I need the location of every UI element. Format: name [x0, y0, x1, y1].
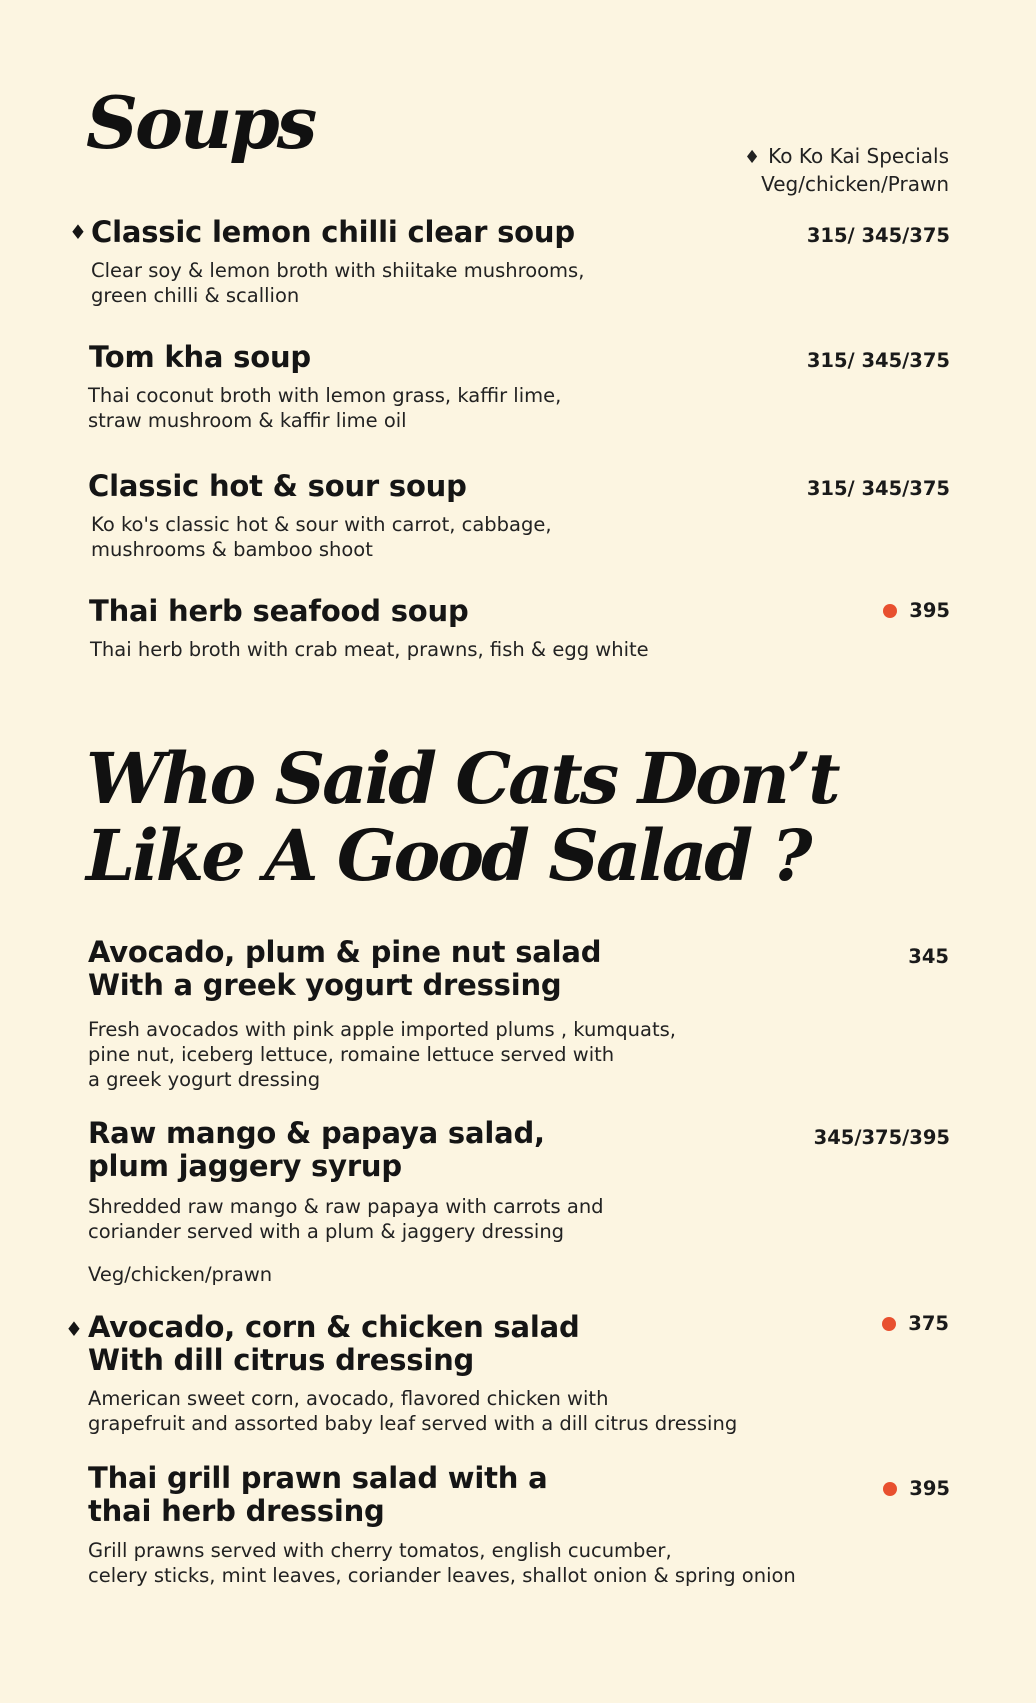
menu-item-name: Tom kha soup	[89, 340, 311, 374]
menu-item-price-value: 395	[909, 599, 950, 622]
legend-specials-label: Ko Ko Kai Specials	[768, 144, 949, 168]
salads-heading	[86, 737, 838, 897]
special-diamond-icon: ♦	[69, 220, 87, 244]
menu-item-name: Classic hot & sour soup	[88, 469, 467, 503]
spicy-dot-icon	[883, 1482, 897, 1496]
spicy-dot-icon	[882, 1317, 896, 1331]
menu-item-description: Grill prawns served with cherry tomatos, english cucumber, celery sticks, mint leaves, coriander leaves, shallot onion & spring onion	[88, 1539, 796, 1587]
menu-item-name-line-1: Raw mango & papaya salad,	[88, 1116, 545, 1150]
menu-item-note: Veg/chicken/prawn	[88, 1263, 273, 1286]
menu-item-price: 315/ 345/375	[806, 477, 950, 500]
soups-heading: Soups	[86, 80, 315, 165]
menu-item-name: Thai herb seafood soup	[89, 594, 469, 628]
salads-heading-line-2: Like A Good Salad ?	[86, 814, 810, 897]
menu-item-price	[883, 599, 950, 623]
menu-item-description: Fresh avocados with pink apple imported plums , kumquats, pine nut, iceberg lettuce, romaine lettuce served with a greek yogurt dressing	[88, 1018, 676, 1091]
menu-item-name-line-1: Avocado, plum & pine nut salad	[88, 935, 602, 969]
menu-item-price: 315/ 345/375	[806, 224, 950, 247]
menu-item-description: Thai herb broth with crab meat, prawns, fish & egg white	[90, 638, 649, 661]
menu-item-name-line-2: With a greek yogurt dressing	[88, 968, 562, 1002]
menu-item-price	[882, 1312, 949, 1336]
menu-item-description: Shredded raw mango & raw papaya with carrots and coriander served with a plum & jaggery dressing	[88, 1195, 604, 1243]
menu-item-name	[88, 1117, 545, 1183]
legend-line-2: Veg/chicken/Prawn	[761, 172, 949, 196]
menu-item-description: Ko ko's classic hot & sour with carrot, cabbage, mushrooms & bamboo shoot	[91, 513, 552, 561]
legend-line-1	[744, 143, 949, 171]
menu-item-description: Thai coconut broth with lemon grass, kaffir lime, straw mushroom & kaffir lime oil	[88, 384, 562, 432]
special-diamond-icon: ♦	[65, 1317, 83, 1341]
menu-item-price: 315/ 345/375	[806, 349, 950, 372]
menu-item-name-line-2: plum jaggery syrup	[88, 1149, 402, 1183]
specials-legend	[744, 143, 949, 198]
menu-item-name-line-1: Thai grill prawn salad with a	[88, 1461, 548, 1495]
menu-item-name	[88, 1311, 580, 1377]
menu-item-name: Classic lemon chilli clear soup	[91, 215, 575, 249]
menu-item-price-value: 395	[909, 1477, 950, 1500]
menu-item-name-line-2: With dill citrus dressing	[88, 1343, 475, 1377]
menu-item-name	[88, 936, 601, 1002]
menu-item-name	[88, 1462, 547, 1528]
diamond-icon: ♦	[744, 147, 761, 168]
menu-item-description: American sweet corn, avocado, flavored chicken with grapefruit and assorted baby leaf served with a dill citrus dressing	[88, 1387, 738, 1435]
menu-item-description: Clear soy & lemon broth with shiitake mushrooms, green chilli & scallion	[91, 259, 585, 307]
menu-item-name-line-1: Avocado, corn & chicken salad	[88, 1310, 580, 1344]
menu-item-price-value: 375	[908, 1312, 949, 1335]
menu-item-price: 345	[908, 945, 949, 968]
salads-heading-line-1: Who Said Cats Don’t	[86, 737, 838, 820]
menu-item-price: 345/375/395	[813, 1126, 950, 1149]
menu-item-name-line-2: thai herb dressing	[88, 1494, 385, 1528]
menu-item-price	[883, 1477, 950, 1501]
spicy-dot-icon	[883, 604, 897, 618]
